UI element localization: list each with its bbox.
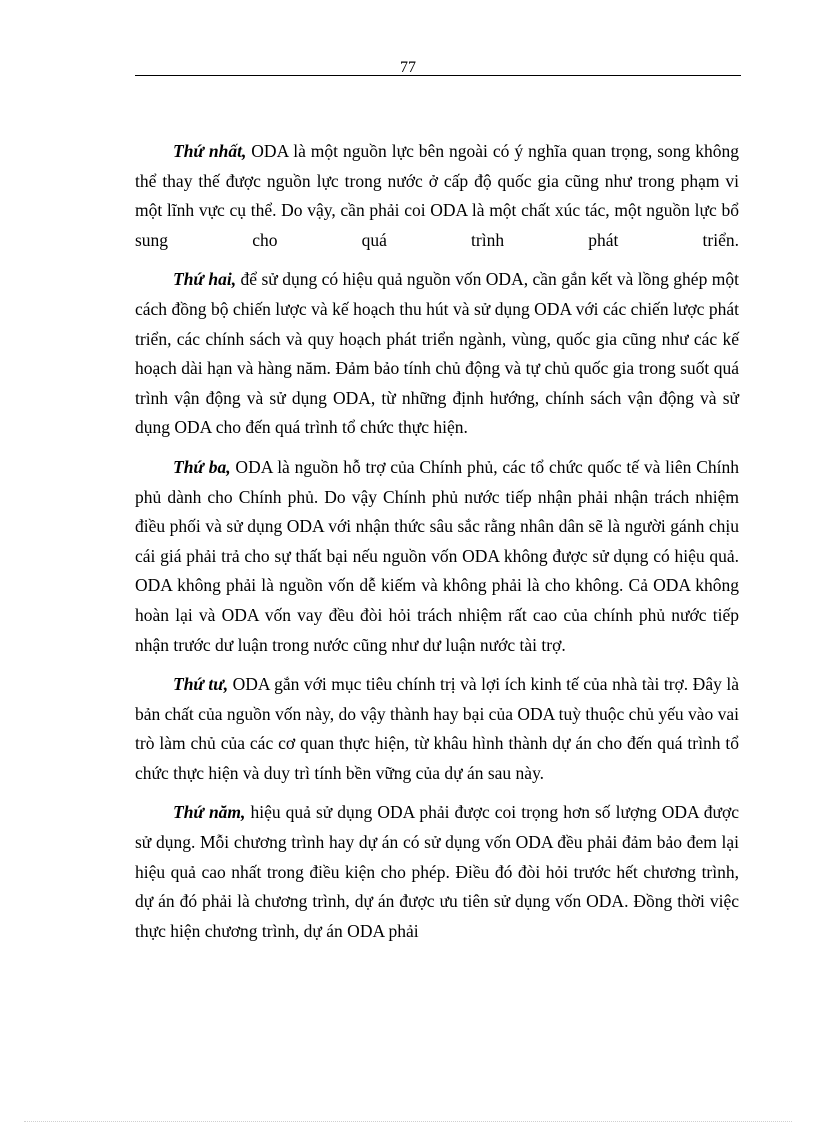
paragraph-3 xyxy=(135,453,739,660)
paragraph-lead: Thứ năm, xyxy=(173,802,246,823)
paragraph-text: ODA gắn với mục tiêu chính trị và lợi ích kinh tế của nhà tài trợ. Đây là bản chất của nguồn vốn này, do vậy thành hay bại của ODA tuỳ thuộc chủ yếu vào vai trò làm chủ của các cơ quan thực hiện, từ khâu hình thành dự án cho đến quá trình tổ chức thực hiện và duy trì tính bền vững của dự án sau này. xyxy=(135,674,739,783)
paragraph-2 xyxy=(135,265,739,443)
paragraph-1 xyxy=(135,137,739,255)
paragraph-lead: Thứ nhất, xyxy=(173,141,247,161)
paragraph-5 xyxy=(135,798,739,946)
document-body xyxy=(135,137,739,956)
header-rule xyxy=(135,75,741,76)
paragraph-4 xyxy=(135,670,739,788)
paragraph-text: ODA là một nguồn lực bên ngoài có ý nghĩa quan trọng, song không thể thay thế được nguồn lực trong nước ở cấp độ quốc gia cũng như trong phạm vi một lĩnh vực cụ thể. Do vậy, cần phải coi ODA là một chất xúc tác, một nguồn lực bổ sung cho quá trình phát triển. xyxy=(135,141,739,250)
paragraph-text: ODA là nguồn hỗ trợ của Chính phủ, các tổ chức quốc tế và liên Chính phủ dành cho Chính phủ. Do vậy Chính phủ nước tiếp nhận phải nhận trách nhiệm điều phối và sử dụng ODA với nhận thức sâu sắc rằng nhân dân sẽ là người gánh chịu cái giá phải trả cho sự thất bại nếu nguồn vốn ODA không được sử dụng có hiệu quả. ODA không phải là nguồn vốn dễ kiếm và không phải là cho không. Cả ODA không hoàn lại và ODA vốn vay đều đòi hỏi trách nhiệm rất cao của chính phủ nước tiếp nhận trước dư luận trong nước cũng như dư luận nước tài trợ. xyxy=(135,456,739,655)
paragraph-lead: Thứ tư, xyxy=(173,674,229,695)
bottom-rule xyxy=(24,1121,792,1122)
paragraph-text: để sử dụng có hiệu quả nguồn vốn ODA, cần gắn kết và lồng ghép một cách đồng bộ chiến lược và kế hoạch thu hút và sử dụng ODA với các chiến lược phát triển, các chính sách và quy hoạch phát triển ngành, vùng, quốc gia cũng như các kế hoạch dài hạn và hàng năm. Đảm bảo tính chủ động và tự chủ quốc gia trong suốt quá trình vận động và sử dụng ODA, từ những định hướng, chính sách vận động và sử dụng ODA cho đến quá trình tổ chức thực hiện. xyxy=(135,269,739,438)
page-number: 77 xyxy=(400,59,416,76)
paragraph-lead: Thứ hai, xyxy=(173,269,237,290)
paragraph-lead: Thứ ba, xyxy=(173,456,231,477)
paragraph-text: hiệu quả sử dụng ODA phải được coi trọng hơn số lượng ODA được sử dụng. Mỗi chương trình hay dự án có sử dụng vốn ODA đều phải đảm bảo đem lại hiệu quả cao nhất trong điều kiện cho phép. Điều đó đòi hỏi trước hết chương trình, dự án đó phải là chương trình, dự án được ưu tiên sử dụng vốn ODA. Đồng thời việc thực hiện chương trình, dự án ODA phải xyxy=(135,802,739,941)
